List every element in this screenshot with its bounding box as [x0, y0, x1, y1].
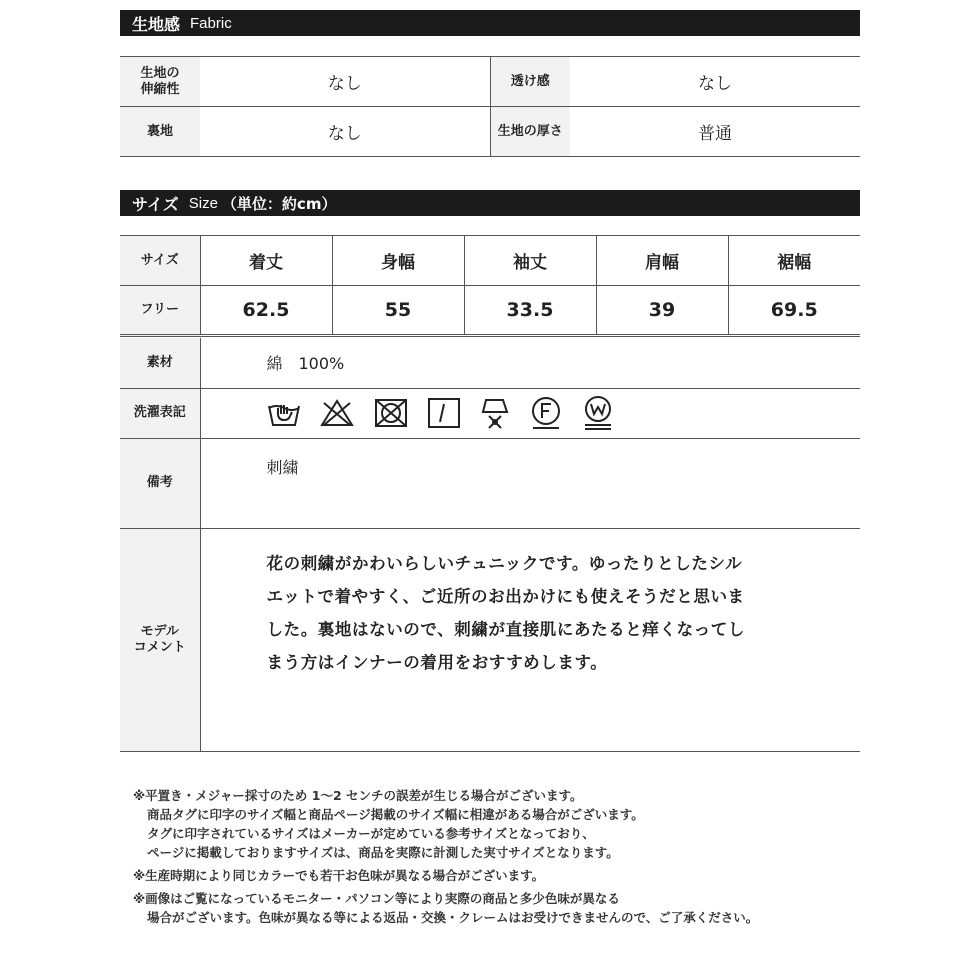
- line-dry-icon: [427, 397, 461, 429]
- comment-row: [120, 528, 860, 751]
- material-row: [120, 338, 860, 388]
- dry-clean-f-icon: [529, 396, 563, 430]
- note-line: ※生産時期により同じカラーでも若干お色味が異なる場合がございます。: [133, 868, 545, 883]
- col-length: 着丈: [200, 236, 332, 286]
- fabric-subtitle: Fabric: [190, 14, 232, 32]
- comment-line: まう方はインナーの着用をおすすめします。: [266, 652, 608, 672]
- size-table: [120, 235, 860, 337]
- lining-label: 裏地: [120, 107, 200, 157]
- fabric-row: [120, 57, 860, 107]
- col-width: 身幅: [332, 236, 464, 286]
- wet-clean-w-icon: [581, 395, 615, 431]
- comment-label: モデル コメント: [120, 528, 200, 751]
- care-label: 洗濯表記: [120, 388, 200, 438]
- size-row-label: フリー: [120, 286, 200, 336]
- note-line: ※画像はご覧になっているモニター・パソコン等により実際の商品と多少色味が異なる: [133, 891, 620, 906]
- thickness-value: 普通: [570, 107, 860, 157]
- sheer-value: なし: [698, 74, 732, 94]
- remarks-row: [120, 438, 860, 528]
- size-header-label: サイズ: [120, 236, 200, 286]
- hand-wash-icon: [267, 398, 301, 428]
- comment-line: した。裏地はないので、刺繍が直接肌にあたると痒くなってし: [266, 619, 745, 639]
- stretch-value: なし: [327, 74, 362, 94]
- comment-body: [200, 528, 860, 751]
- size-title: サイズ: [132, 194, 179, 214]
- size-header-row: [120, 236, 860, 286]
- sheer-label: 透け感: [490, 57, 570, 107]
- col-hem: 裾幅: [728, 236, 860, 286]
- value-shoulder: 39: [596, 286, 728, 336]
- size-subtitle: Size: [188, 194, 218, 212]
- note-line: 商品タグに印字のサイズ幅と商品ページ掲載のサイズ幅に相違がある場合がございます。: [147, 807, 644, 822]
- size-value-row: [120, 286, 860, 336]
- no-bleach-icon: [319, 398, 355, 428]
- fabric-table: [120, 56, 860, 157]
- stretch-label: 生地の 伸縮性: [120, 57, 200, 107]
- note-line: タグに印字されているサイズはメーカーが定めている参考サイズとなっており、: [147, 826, 595, 841]
- col-shoulder: 肩幅: [596, 236, 728, 286]
- fabric-section-header: [120, 10, 860, 36]
- material-label: 素材: [120, 338, 200, 388]
- note-line: ※平置き・メジャー採寸のため 1〜2 センチの誤差が生じる場合がございます。: [133, 788, 583, 803]
- material-value: 綿 100%: [200, 338, 860, 388]
- value-hem: 69.5: [728, 286, 860, 336]
- comment-line: 花の刺繍がかわいらしいチュニックです。ゆったりとしたシル: [266, 553, 743, 573]
- size-unit: （単位：約cm）: [221, 194, 337, 213]
- note-line: ページに掲載しておりますサイズは、商品を実際に計測した実寸サイズとなります。: [147, 845, 619, 860]
- remarks-label: 備考: [120, 438, 200, 528]
- size-section-header: [120, 190, 860, 216]
- remarks-value: 刺繍: [200, 438, 860, 528]
- value-length: 62.5: [200, 286, 332, 336]
- detail-table: [120, 338, 860, 752]
- lining-value: なし: [200, 107, 490, 157]
- col-sleeve: 袖丈: [464, 236, 596, 286]
- fabric-row: [120, 107, 860, 157]
- notes: [133, 786, 758, 927]
- fabric-title: 生地感: [132, 14, 181, 34]
- low-iron-icon: [479, 396, 511, 430]
- thickness-label: 生地の厚さ: [490, 107, 570, 157]
- care-row: [120, 388, 860, 438]
- no-tumble-dry-icon: [373, 397, 409, 429]
- value-sleeve: 33.5: [464, 286, 596, 336]
- care-icons: [200, 388, 860, 438]
- note-line: 場合がございます。色味が異なる等による返品・交換・クレームはお受けできませんので、ご了承ください。: [147, 910, 759, 925]
- comment-line: エットで着やすく、ご近所のお出かけにも使えそうだと思いま: [266, 586, 745, 606]
- value-width: 55: [332, 286, 464, 336]
